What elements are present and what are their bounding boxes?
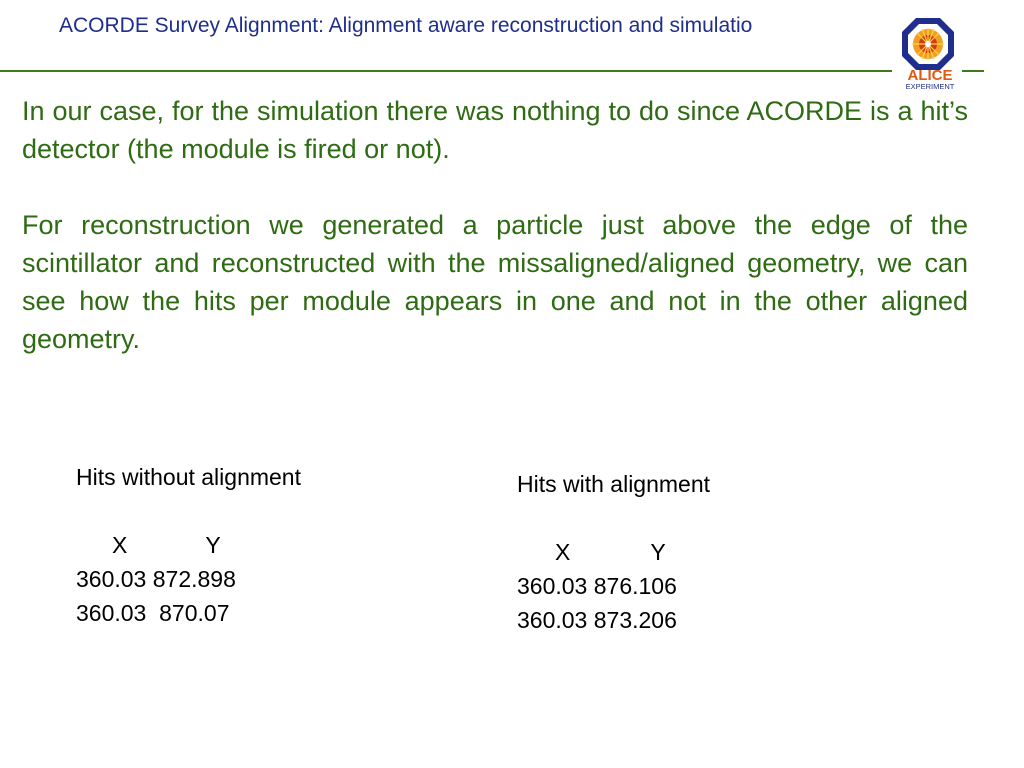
header-divider	[0, 70, 892, 72]
hit-x: 360.03	[517, 573, 588, 599]
hits-row	[76, 596, 301, 630]
hits-with-column-headers	[517, 535, 710, 569]
hit-x: 360.03	[517, 607, 588, 633]
hits-row	[517, 569, 710, 603]
column-x: X	[112, 532, 128, 558]
slide-body	[22, 92, 968, 358]
hits-with-label: Hits with alignment	[517, 471, 711, 497]
column-y: Y	[650, 539, 666, 565]
hit-y: 873.206	[593, 607, 677, 633]
paragraph-simulation: In our case, for the simulation there was nothing to do since ACORDE is a hit’s detector (the module is fired or not).	[22, 96, 968, 164]
paragraph-reconstruction: For reconstruction we generated a particle just above the edge of the scintillator and reconstructed with the missaligned/aligned geometry, we can see how the hits per module appears in one and not in the other aligned geometry.	[22, 210, 968, 354]
hits-row	[517, 603, 710, 637]
spacer	[76, 494, 301, 528]
column-y: Y	[205, 532, 221, 558]
svg-text:EXPERIMENT: EXPERIMENT	[905, 82, 955, 90]
svg-text:ALICE: ALICE	[907, 67, 953, 84]
hits-without-column-headers	[76, 528, 301, 562]
slide-title: ACORDE Survey Alignment: Alignment aware reconstruction and simulatio	[59, 14, 753, 37]
hits-row	[76, 562, 301, 596]
hits-without-label: Hits without alignment	[76, 464, 301, 490]
hit-y: 872.898	[152, 566, 236, 592]
spacer	[517, 501, 710, 535]
hit-y: 876.106	[593, 573, 677, 599]
hits-with-alignment	[517, 467, 710, 637]
hit-y: 870.07	[159, 600, 230, 626]
hit-x: 360.03	[76, 566, 147, 592]
hits-without-alignment	[76, 460, 301, 630]
column-x: X	[555, 539, 571, 565]
alice-logo	[896, 14, 966, 90]
alice-logo-icon	[896, 14, 966, 90]
hit-x: 360.03	[76, 600, 147, 626]
